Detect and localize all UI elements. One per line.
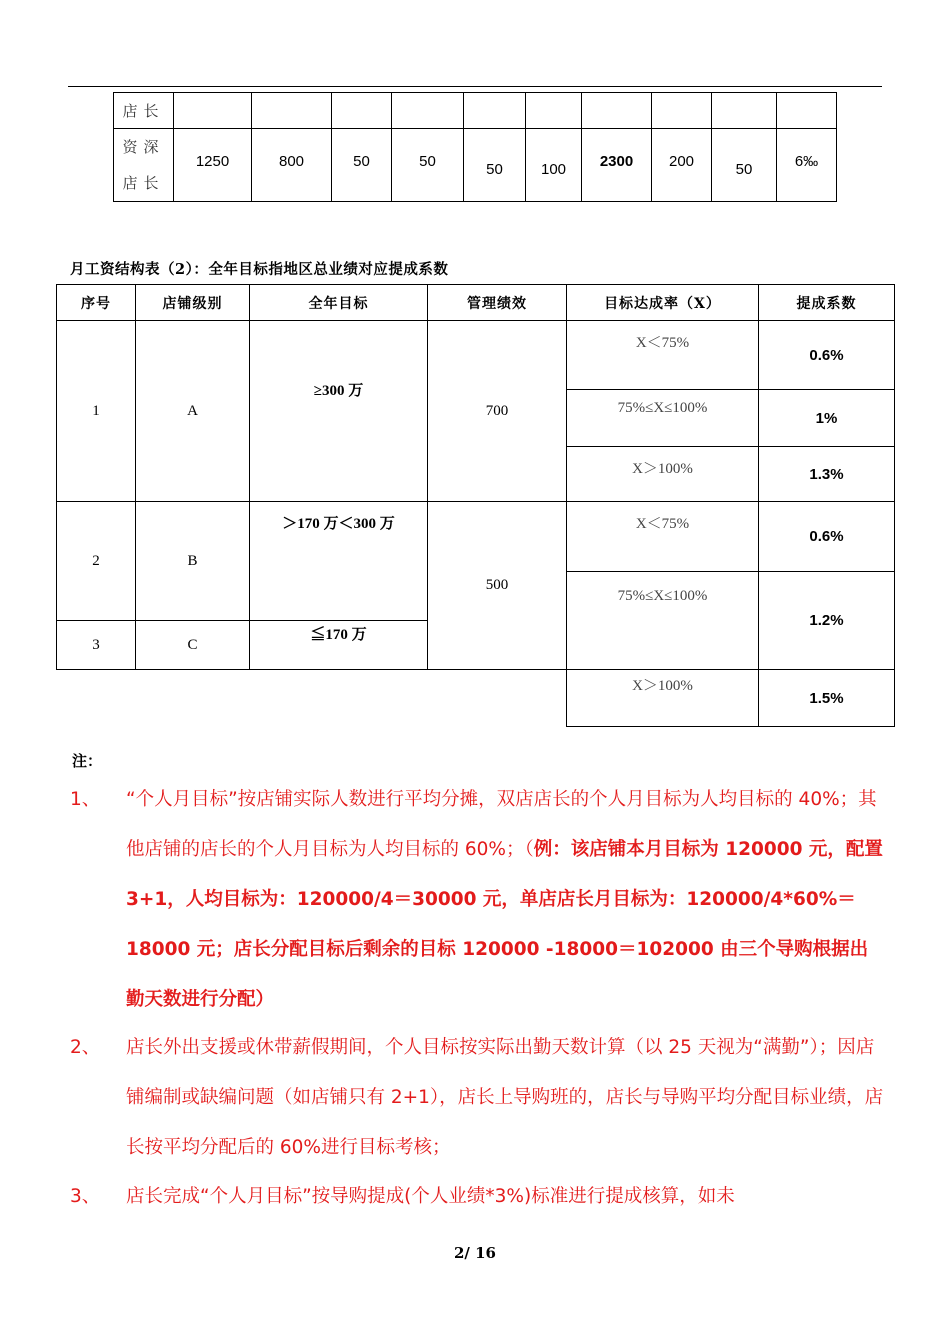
- commission-coefficient: 1.2%: [759, 572, 895, 670]
- commission-coefficient: 1.5%: [759, 670, 895, 727]
- note-text-bold: 例：该店铺本月目标为 120000 元，配置 3+1，人均目标为：120000/4＝30000 元，单店店长月目标为：120000/4*60%＝18000 元；店长分配目标后剩余的目标 120000 -18000＝102000 由三个导购根据出勤天数进行分配）: [126, 839, 883, 1010]
- annual-target: [250, 321, 428, 502]
- note-number: 3、: [70, 1186, 101, 1207]
- annual-target-value: ≥300 万: [313, 383, 364, 399]
- store-level: A: [136, 321, 250, 502]
- column-header: 管理绩效: [428, 285, 567, 321]
- salary-table-continued: [113, 92, 837, 202]
- table-cell: 50: [332, 129, 392, 202]
- achievement-rate: X＜75%: [567, 321, 759, 390]
- commission-coefficient: 1.3%: [759, 447, 895, 502]
- commission-coefficient: 1%: [759, 390, 895, 447]
- note-text: 店长外出支援或休带薪假期间，个人目标按实际出勤天数计算（以 25 天视为“满勤”）；因店铺编制或缺编问题（如店铺只有 2+1），店长上导购班的，店长与导购平均分配目标业绩，店长按平均分配后的 60%进行目标考核；: [126, 1037, 884, 1158]
- management-performance: 500: [428, 502, 567, 670]
- table-cell: 100: [526, 129, 582, 202]
- achievement-rate: X＜75%: [567, 502, 759, 572]
- column-header: 目标达成率（X）: [567, 285, 759, 321]
- table-cell: 200: [652, 129, 712, 202]
- table-cell: 50: [392, 129, 464, 202]
- notes-heading: 注：: [72, 752, 103, 770]
- table-row: [114, 93, 837, 129]
- table-cell: 6‰: [777, 129, 837, 202]
- header-rule: [68, 86, 882, 87]
- row-label: 店长: [114, 93, 174, 129]
- achievement-rate: 75%≤X≤100%: [567, 390, 759, 447]
- annual-target: ＞170 万＜300 万: [250, 502, 428, 621]
- column-header: 提成系数: [759, 285, 895, 321]
- row-label: [114, 129, 174, 202]
- note-text-plain: “个人月目标”按店铺实际人数进行平均分摊，双店店长的个人月目标为人均目标的 40%；其他店铺的店长的个人月目标为人均目标的 60%；（: [126, 789, 877, 860]
- column-header: 序号: [57, 285, 136, 321]
- row-label-line: 店长: [122, 174, 165, 192]
- column-header: 全年目标: [250, 285, 428, 321]
- annual-target: ≦170 万: [250, 621, 428, 670]
- column-header: 店铺级别: [136, 285, 250, 321]
- store-level: B: [136, 502, 250, 621]
- store-level: C: [136, 621, 250, 670]
- row-number: 1: [57, 321, 136, 502]
- commission-table: [56, 284, 895, 727]
- note-item: [70, 1172, 885, 1222]
- row-label-line: 资深: [122, 138, 165, 156]
- note-item: [70, 1023, 885, 1173]
- table-row: [57, 670, 895, 727]
- table-cell: 50: [712, 129, 777, 202]
- table-row: [57, 321, 895, 390]
- row-number: 3: [57, 621, 136, 670]
- row-number: 2: [57, 502, 136, 621]
- commission-coefficient: 0.6%: [759, 321, 895, 390]
- table-cell: 2300: [582, 129, 652, 202]
- table-caption: 月工资结构表（2）：全年目标指地区总业绩对应提成系数: [70, 261, 449, 278]
- achievement-rate: X＞100%: [567, 447, 759, 502]
- note-text: [126, 775, 885, 1025]
- table-row: [114, 129, 837, 202]
- commission-coefficient: 0.6%: [759, 502, 895, 572]
- note-number: 2、: [70, 1037, 101, 1058]
- header-row: [57, 285, 895, 321]
- achievement-rate: 75%≤X≤100%: [567, 572, 759, 670]
- page-number: 2/ 16: [453, 1244, 496, 1262]
- note-item: [70, 775, 885, 1025]
- table-cell: 50: [464, 129, 526, 202]
- table-cell: 800: [252, 129, 332, 202]
- management-performance: 700: [428, 321, 567, 502]
- table-cell: 1250: [174, 129, 252, 202]
- achievement-rate: X＞100%: [567, 670, 759, 727]
- table-row: [57, 502, 895, 572]
- note-text: 店长完成“个人月目标”按导购提成(个人业绩*3%)标准进行提成核算，如未: [126, 1186, 735, 1207]
- note-number: 1、: [70, 789, 101, 810]
